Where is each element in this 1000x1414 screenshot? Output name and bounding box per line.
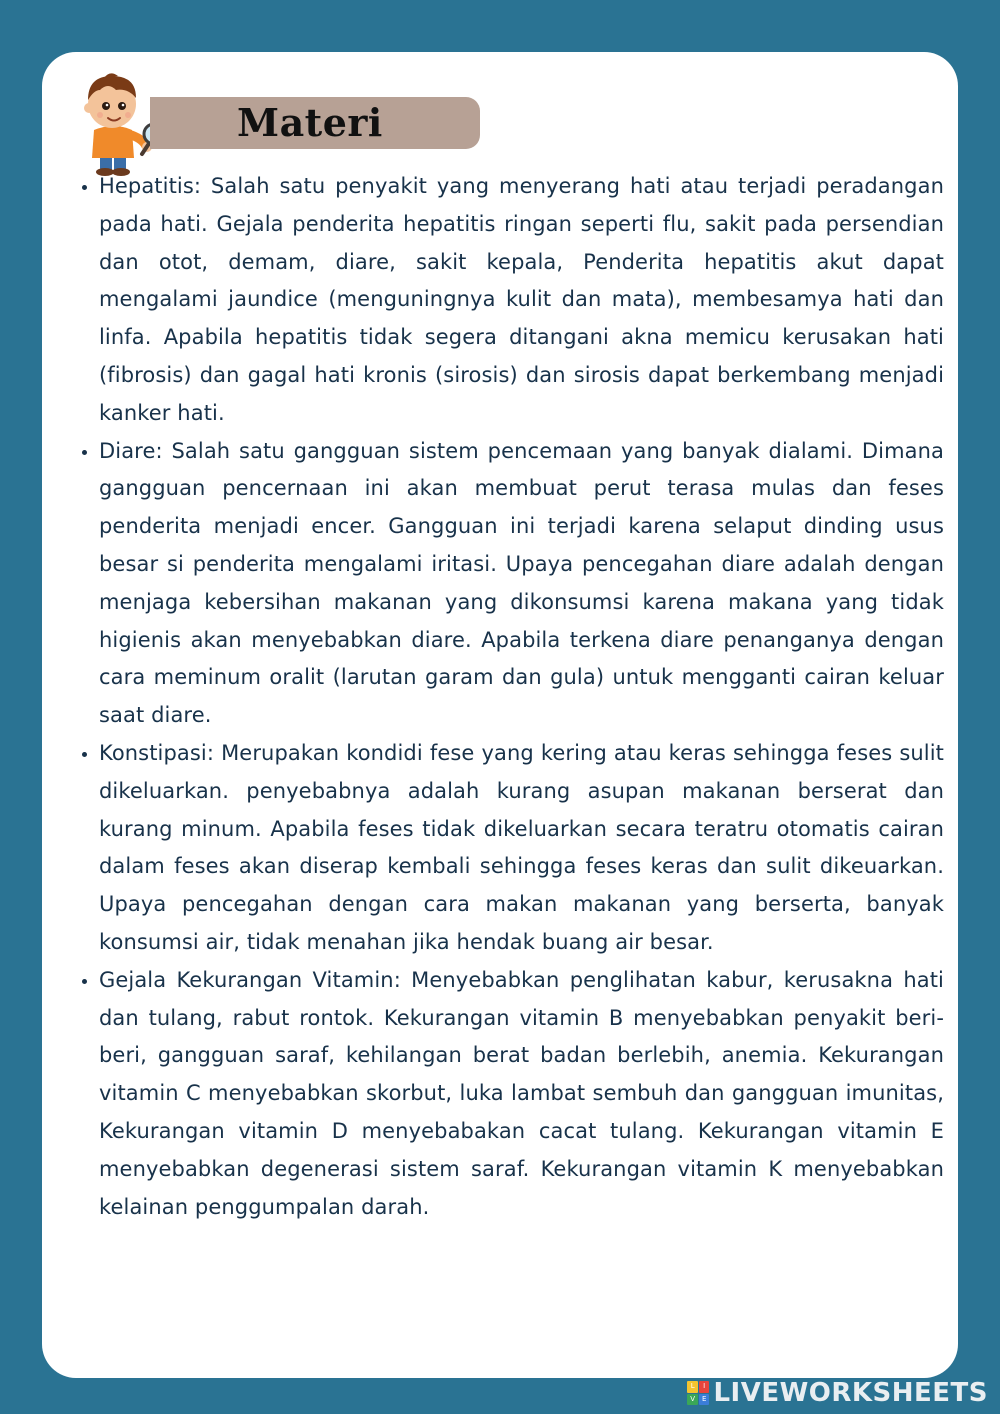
liveworksheets-brand[interactable] [687, 1378, 988, 1408]
page-title: Materi [237, 100, 383, 145]
logo-letter-v: V [687, 1394, 698, 1406]
list-item-hepatitis: Hepatitis: Salah satu penyakit yang menyerang hati atau terjadi peradangan pada hati. Gejala penderita hepatitis ringan seperti flu, sakit pada persendian dan otot, demam, diare, sakit kepala, Penderita hepatitis akut dapat mengalami jaundice (menguningnya kulit dan mata), membesamya hati dan linfa. Apabila hepatitis tidak segera ditangani akna memicu kerusakan hati (fibrosis) dan gagal hati kronis (sirosis) dan sirosis dapat berkembang menjadi kanker hati. [74, 168, 944, 433]
logo-letter-e: E [699, 1394, 710, 1406]
material-list [74, 168, 944, 1226]
list-item-diare: Diare: Salah satu gangguan sistem pencemaan yang banyak dialami. Dimana gangguan pencernaan ini akan membuat perut terasa mulas dan feses penderita menjadi encer. Gangguan ini terjadi karena selaput dinding usus besar si penderita mengalami iritasi. Upaya pencegahan diare adalah dengan menjaga kebersihan makanan yang dikonsumsi karena makana yang tidak higienis akan menyebabkan diare. Apabila terkena diare penanganya dengan cara meminum oralit (larutan garam dan gula) untuk mengganti cairan keluar saat diare. [74, 433, 944, 735]
logo-letter-i: I [699, 1381, 710, 1393]
brand-name: LIVEWORKSHEETS [713, 1378, 988, 1408]
logo-letter-l: L [687, 1381, 698, 1393]
liveworksheets-logo-icon [687, 1381, 709, 1405]
list-item-kekurangan-vitamin: Gejala Kekurangan Vitamin: Menyebabkan penglihatan kabur, kerusakna hati dan tulang, rabut rontok. Kekurangan vitamin B menyebabkan penyakit beri-beri, gangguan saraf, kehilangan berat badan berlebih, anemia. Kekurangan vitamin C menyebabkan skorbut, luka lambat sembuh dan gangguan imunitas, Kekurangan vitamin D menyebabakan cacat tulang. Kekurangan vitamin E menyebabkan degenerasi sistem saraf. Kekurangan vitamin K menyebabkan kelainan penggumpalan darah. [74, 962, 944, 1227]
list-item-konstipasi: Konstipasi: Merupakan kondidi fese yang kering atau keras sehingga feses sulit dikeluarkan. penyebabnya adalah kurang asupan makanan berserat dan kurang minum. Apabila feses tidak dikeluarkan secara teratru otomatis cairan dalam feses akan diserap kembali sehingga feses keras dan sulit dikeuarkan. Upaya pencegahan dengan cara makan makanan yang berserta, banyak konsumsi air, tidak menahan jika hendak buang air besar. [74, 735, 944, 962]
